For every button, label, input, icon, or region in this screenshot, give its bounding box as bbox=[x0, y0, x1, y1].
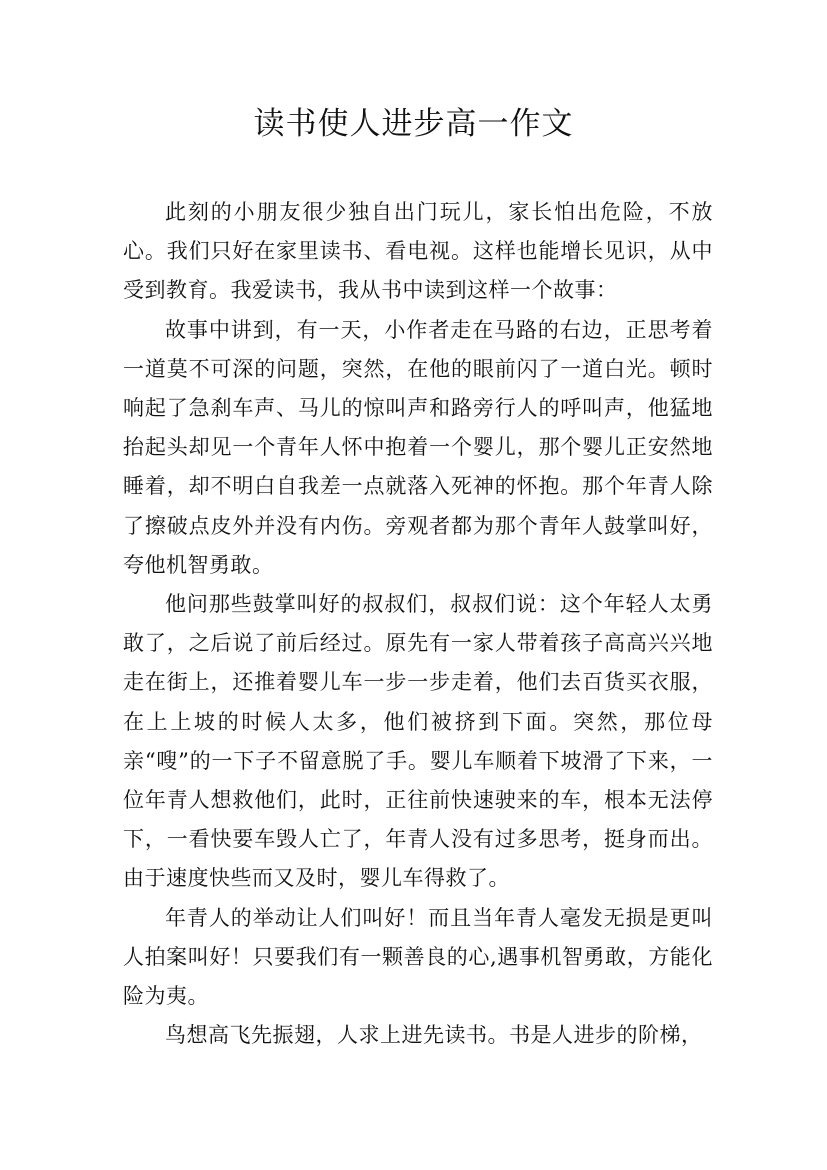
paragraph-4: 年青人的举动让人们叫好！而且当年青人毫发无损是更叫人拍案叫好！只要我们有一颗善良的心,遇事机智勇敢，方能化险为夷。 bbox=[123, 905, 713, 1009]
paragraph-1: 此刻的小朋友很少独自出门玩儿，家长怕出危险，不放心。我们只好在家里读书、看电视。这样也能增长见识，从中受到教育。我爱读书，我从书中读到这样一个故事： bbox=[123, 200, 713, 303]
paragraph-2: 故事中讲到，有一天，小作者走在马路的右边，正思考着一道莫不可深的问题，突然，在他的眼前闪了一道白光。顿时响起了急刹车声、马儿的惊叫声和路旁行人的呼叫声，他猛地抬起头却见一个青年人怀中抱着一个婴儿，那个婴儿正安然地睡着，却不明白自我差一点就落入死神的怀抱。那个年青人除了擦破点皮外并没有内伤。旁观者都为那个青年人鼓掌叫好，夸他机智勇敢。 bbox=[123, 317, 713, 577]
document-title: 读书使人进步高一作文 bbox=[253, 106, 574, 142]
document-body bbox=[123, 193, 713, 1055]
paragraph-5: 鸟想高飞先振翅，人求上进先读书。书是人进步的阶梯， bbox=[165, 1023, 703, 1048]
paragraph-3: 他问那些鼓掌叫好的叔叔们，叔叔们说：这个年轻人太勇敢了，之后说了前后经过。原先有一家人带着孩子高高兴兴地走在街上，还推着婴儿车一步一步走着，他们去百货买衣服，在上上坡的时候人太多，他们被挤到下面。突然，那位母亲“嗖”的一下子不留意脱了手。婴儿车顺着下坡滑了下来，一位年青人想救他们，此时，正往前快速驶来的车，根本无法停下，一看快要车毁人亡了，年青人没有过多思考，挺身而出。由于速度快些而又及时，婴儿车得救了。 bbox=[123, 592, 713, 891]
